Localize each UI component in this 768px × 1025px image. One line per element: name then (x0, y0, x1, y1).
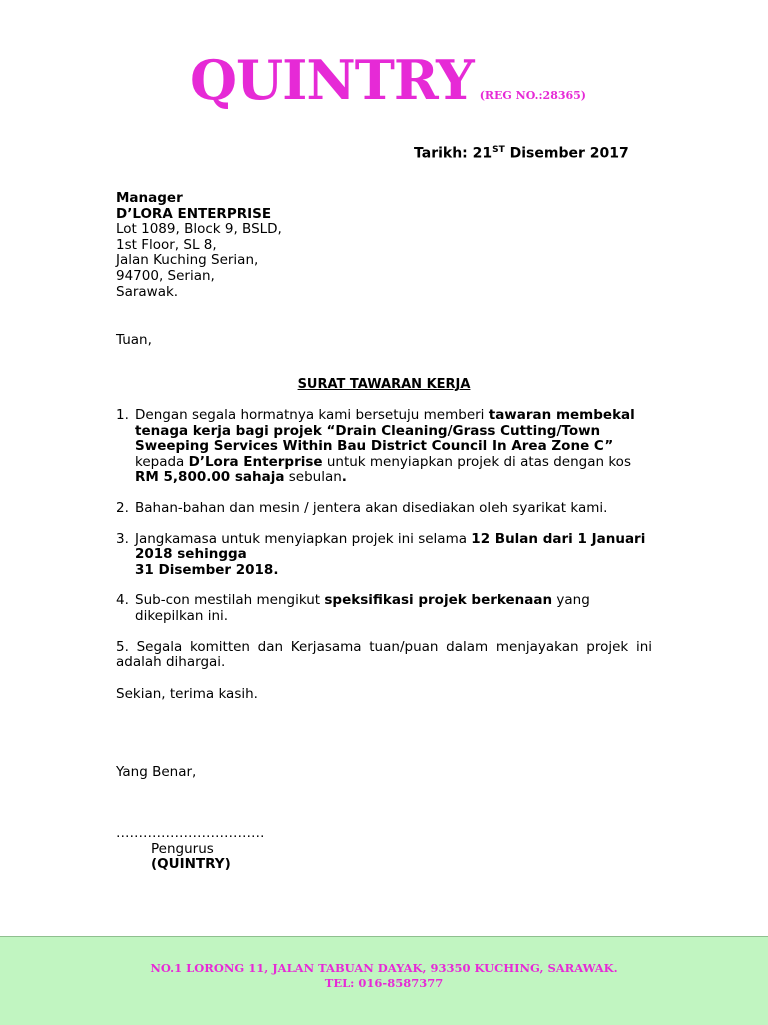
text-segment: Dengan segala hormatnya kami bersetuju memberi (135, 407, 489, 423)
letter-footer (0, 936, 768, 1025)
signatory-role: Pengurus (151, 840, 214, 857)
date-label: Tarikh: 21 (414, 145, 493, 162)
list-item: 5. Segala komitten dan Kerjasama tuan/puan dalam menjayakan projek ini adalah dihargai. (116, 638, 652, 671)
letterhead (190, 48, 586, 112)
letter-date (414, 145, 629, 162)
item-number: 2. (116, 499, 129, 516)
footer-phone: TEL: 016-8587377 (324, 976, 444, 990)
item-number: 1. (116, 407, 129, 423)
item-number: 4. (116, 592, 129, 609)
bold-segment: . (341, 469, 347, 486)
text-segment: sebulan (284, 469, 342, 486)
bold-segment: speksifikasi projek berkenaan (324, 592, 553, 609)
closing-line: Sekian, terima kasih. (116, 686, 258, 702)
signature-line: …………………………… (116, 825, 265, 841)
text-segment: kepada (135, 453, 189, 470)
footer-address: NO.1 LORONG 11, JALAN TABUAN DAYAK, 93350 KUCHING, SARAWAK. (150, 961, 618, 975)
salutation: Tuan, (116, 332, 152, 348)
sign-off: Yang Benar, (116, 764, 197, 780)
list-item (116, 593, 652, 624)
address-line: Jalan Kuching Serian, (116, 252, 259, 269)
item-text (135, 593, 652, 624)
letter-body (116, 408, 652, 686)
bold-segment: RM 5,800.00 sahaja (135, 469, 285, 486)
item-text: Bahan-bahan dan mesin / jentera akan disediakan oleh syarikat kami. (135, 499, 608, 516)
letter-subject: SURAT TAWARAN KERJA (297, 377, 471, 392)
bold-segment: 31 Disember 2018. (135, 561, 279, 578)
recipient-title: Manager (116, 190, 183, 206)
signature-block (116, 826, 265, 873)
bold-segment: tawaran membekal tenaga kerja bagi projek “Drain Cleaning/Grass Cutting/Town Sweeping Services Within Bau District Council In Area Zone C” (135, 407, 635, 455)
list-item (116, 532, 652, 579)
text-segment: Sub-con mestilah mengikut (135, 592, 325, 609)
item-text (135, 532, 652, 579)
item-number: 3. (116, 530, 129, 547)
company-name: QUINTRY (190, 48, 474, 112)
address-line: Sarawak. (116, 283, 179, 300)
list-item (116, 501, 652, 517)
bold-segment: 12 Bulan dari 1 Januari 2018 sehingga (135, 530, 646, 563)
address-line: 94700, Serian, (116, 267, 215, 284)
text-segment: Jangkamasa untuk menyiapkan projek ini selama (135, 530, 472, 547)
signatory-company: (QUINTRY) (151, 856, 231, 873)
recipient-company: D’LORA ENTERPRISE (116, 205, 272, 222)
item-text (135, 408, 652, 486)
address-line: 1st Floor, SL 8, (116, 236, 217, 253)
date-rest: Disember 2017 (504, 145, 629, 162)
list-item (116, 408, 652, 486)
date-suffix: ST (492, 145, 505, 155)
address-line: Lot 1089, Block 9, BSLD, (116, 221, 282, 238)
bold-segment: D’Lora Enterprise (188, 453, 323, 470)
text-segment: untuk menyiapkan projek di atas dengan kos (322, 453, 631, 470)
registration-number: (REG NO.:28365) (479, 89, 587, 102)
recipient-address (116, 191, 282, 300)
text-segment: yang dikepilkan ini. (135, 592, 590, 624)
